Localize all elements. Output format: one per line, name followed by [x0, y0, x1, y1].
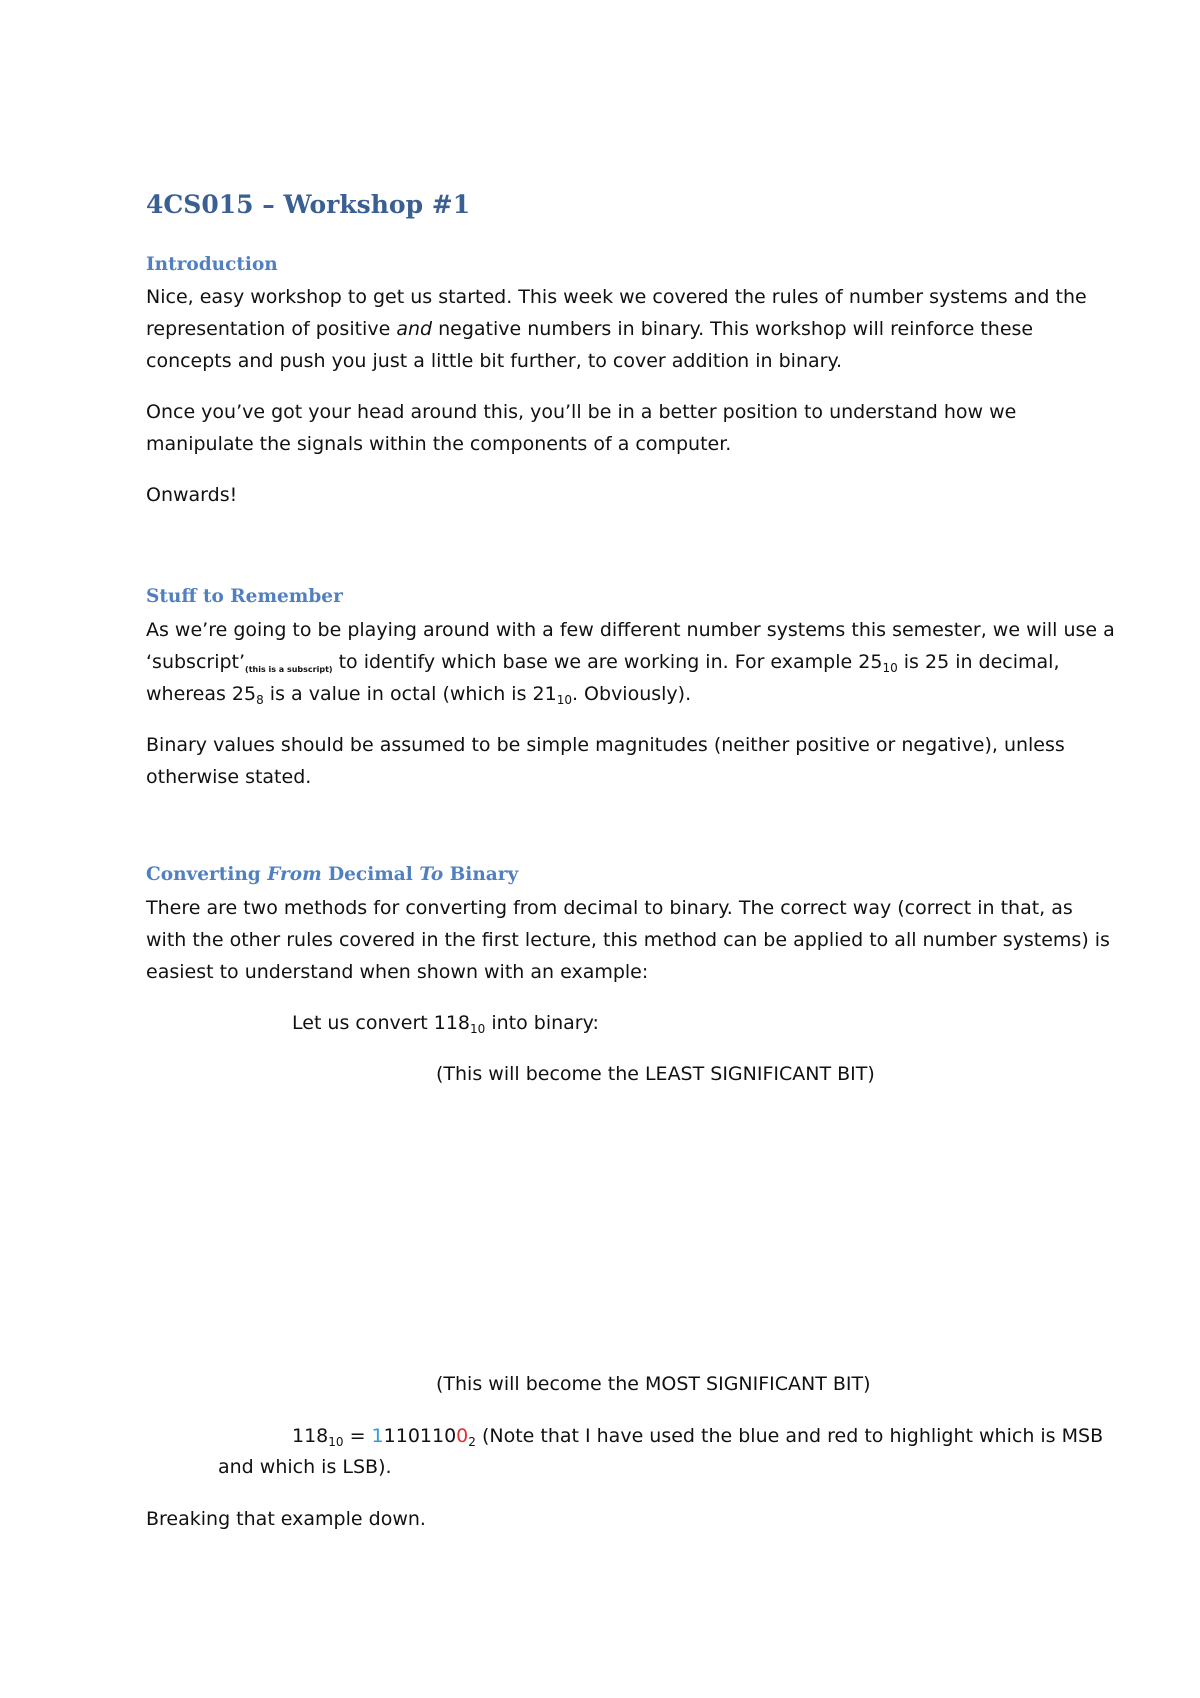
intro-paragraph-1 — [146, 281, 1087, 377]
base-subscript: 2 — [468, 1435, 476, 1449]
remember-paragraph-2 — [146, 729, 1076, 793]
text-line: Nice, easy workshop to get us started. This week we covered the rules of number systems and the — [146, 286, 1087, 308]
heading-emphasis: To — [419, 864, 444, 885]
heading-stuff-to-remember: Stuff to Remember — [146, 586, 343, 607]
intro-paragraph-3: Onwards! — [146, 484, 238, 506]
heading-emphasis: From — [267, 864, 322, 885]
text-line — [146, 646, 1076, 678]
result-line-2: and which is LSB). — [218, 1456, 392, 1478]
text-run: to identify which base we are working in. For example 25 — [332, 651, 883, 673]
text-run: Let us convert 118 — [292, 1012, 471, 1034]
base-subscript: 8 — [256, 693, 264, 707]
msb-note: (This will become the MOST SIGNIFICANT BIT) — [436, 1373, 871, 1395]
text-run: 118 — [292, 1425, 329, 1447]
text-line: manipulate the signals within the components of a computer. — [146, 433, 732, 455]
heading-converting — [146, 864, 518, 885]
text-line: concepts and push you just a little bit further, to cover addition in binary. — [146, 350, 843, 372]
middle-bits: 110110 — [383, 1425, 457, 1447]
heading-introduction: Introduction — [146, 254, 278, 275]
subscript-example: (this is a subscript) — [245, 665, 333, 674]
text-run: (Note that I have used the blue and red to highlight which is MSB — [475, 1425, 1104, 1447]
text-line — [146, 313, 1076, 345]
text-line: otherwise stated. — [146, 766, 312, 788]
text-run: negative numbers in binary. This workshop will reinforce these — [432, 318, 1034, 340]
text-run: is 25 in decimal, — [897, 651, 1060, 673]
base-subscript: 10 — [556, 693, 572, 707]
intro-paragraph-2 — [146, 396, 1076, 460]
text-run: into binary: — [485, 1012, 599, 1034]
text-run: ‘subscript’ — [146, 651, 246, 673]
emphasis-text: and — [396, 318, 433, 340]
text-line — [146, 678, 1076, 710]
text-run: representation of positive — [146, 318, 397, 340]
breaking-down-text: Breaking that example down. — [146, 1508, 426, 1530]
text-line: As we’re going to be playing around with a few different number systems this semester, we will use a — [146, 619, 1115, 641]
result-line — [292, 1420, 1104, 1452]
document-title: 4CS015 – Workshop #1 — [146, 190, 471, 219]
msb-bit: 1 — [371, 1425, 384, 1447]
text-run: . Obviously). — [571, 683, 692, 705]
remember-paragraph-1 — [146, 614, 1115, 710]
text-line: easiest to understand when shown with an example: — [146, 961, 649, 983]
text-run: is a value in octal (which is 21 — [263, 683, 557, 705]
text-line: There are two methods for converting from decimal to binary. The correct way (correct in that, as — [146, 897, 1073, 919]
heading-run: Converting — [146, 864, 268, 885]
heading-run: Binary — [443, 864, 519, 885]
lsb-note: (This will become the LEAST SIGNIFICANT BIT) — [436, 1063, 875, 1085]
text-line: with the other rules covered in the first lecture, this method can be applied to all number systems) is — [146, 929, 1110, 951]
example-line — [292, 1007, 992, 1039]
base-subscript: 10 — [328, 1435, 344, 1449]
lsb-bit: 0 — [456, 1425, 469, 1447]
base-subscript: 10 — [882, 661, 898, 675]
text-line: Binary values should be assumed to be simple magnitudes (neither positive or negative), unless — [146, 734, 1065, 756]
convert-paragraph-1 — [146, 892, 1110, 988]
text-line: Once you’ve got your head around this, you’ll be in a better position to understand how we — [146, 401, 1017, 423]
text-run: = — [343, 1425, 372, 1447]
text-run: whereas 25 — [146, 683, 257, 705]
base-subscript: 10 — [470, 1022, 486, 1036]
heading-run: Decimal — [321, 864, 420, 885]
